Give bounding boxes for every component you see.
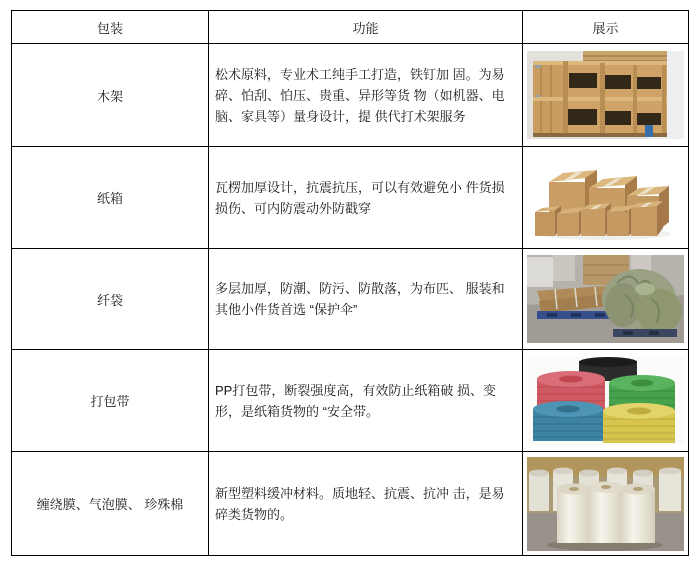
header-row bbox=[12, 11, 689, 44]
table-row-carton bbox=[12, 147, 689, 249]
wood-frame-photo bbox=[527, 51, 684, 139]
packaging-name-cell: 缠绕膜、气泡膜、 珍殊棉 bbox=[12, 452, 209, 556]
function-text-cell: 松术原料，专业术工纯手工打造，铁钉加 固。为易碎、怕刮、怕压、贵重、异形等货 物（如机器、电脑、家具等）量身设计，提 供代打术架服务 bbox=[209, 44, 523, 147]
stretch-film-rolls-photo bbox=[527, 457, 684, 551]
display-cell bbox=[523, 44, 689, 147]
display-cell bbox=[523, 147, 689, 249]
function-text-cell: 瓦楞加厚设计，抗震抗压，可以有效避免小 件货损损伤、可内防震动外防戳穿 bbox=[209, 147, 523, 249]
table-row-stretch-film bbox=[12, 452, 689, 556]
table-row-wood-frame bbox=[12, 44, 689, 147]
header-cell-function: 功能 bbox=[209, 11, 523, 44]
table-row-woven-bag bbox=[12, 249, 689, 350]
packaging-name-cell: 纤袋 bbox=[12, 249, 209, 350]
function-text-cell: 新型塑料缓冲材料。质地轻、抗震、抗冲 击，是易碎类货物的。 bbox=[209, 452, 523, 556]
woven-bags-photo bbox=[527, 255, 684, 343]
header-cell-display: 展示 bbox=[523, 11, 689, 44]
header-cell-packaging: 包装 bbox=[12, 11, 209, 44]
packaging-name-cell: 木架 bbox=[12, 44, 209, 147]
function-text-cell: 多层加厚，防潮、防污、防散落，为布匹、 服装和其他小件货首选 “保护伞” bbox=[209, 249, 523, 350]
packaging-name-cell: 打包带 bbox=[12, 350, 209, 452]
display-cell bbox=[523, 350, 689, 452]
table-row-strapping bbox=[12, 350, 689, 452]
packaging-table-wrapper bbox=[11, 10, 699, 556]
carton-boxes-photo bbox=[527, 154, 684, 242]
display-cell bbox=[523, 249, 689, 350]
display-cell bbox=[523, 452, 689, 556]
strapping-rolls-photo bbox=[527, 357, 684, 445]
packaging-table bbox=[11, 10, 689, 556]
function-text-cell: PP打包带，断裂强度高，有效防止纸箱破 损、变形，是纸箱货物的 “安全带。 bbox=[209, 350, 523, 452]
packaging-name-cell: 纸箱 bbox=[12, 147, 209, 249]
